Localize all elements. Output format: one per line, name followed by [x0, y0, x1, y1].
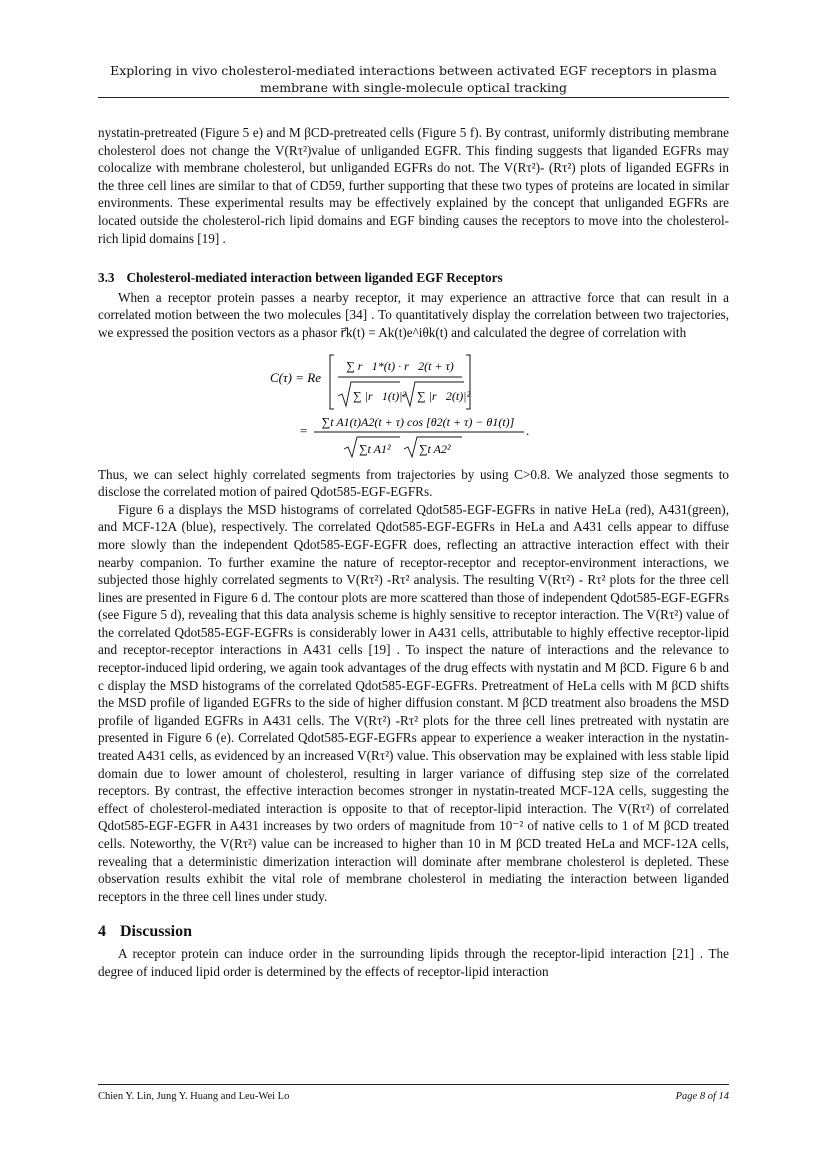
- equation-graphic: [98, 350, 729, 458]
- running-header-line-2: membrane with single-molecule optical tracking: [259, 80, 568, 95]
- equation-equals: =: [300, 422, 308, 438]
- section-title: Discussion: [120, 923, 193, 941]
- paragraph-correlation-intro: When a receptor protein passes a nearby receptor, it may experience an attractive force that can result in a correlated motion between the two molecules [34] . To quantitatively display the correlation between two trajectories, we expressed the position vectors as a phasor r⃗k(t) = Ak(t)e^iθk(t) and calculated the degree of correlation with: [98, 289, 729, 340]
- running-header: [98, 62, 729, 96]
- equation-numerator-1: ∑ r⃗1*(t) · r⃗2(t + τ): [346, 358, 454, 373]
- section-heading-3-3: [98, 269, 729, 287]
- equation-denominator-1a: ∑ |r⃗1(t)|²: [353, 388, 407, 403]
- section-number: 3.3: [98, 270, 115, 286]
- left-bracket: [330, 355, 334, 409]
- paragraph-continuation: nystatin-pretreated (Figure 5 e) and M βCD-pretreated cells (Figure 5 f). By contrast, uniformly distributing membrane cholesterol does not change the V(Rτ²)value of unliganded EGFR. This finding suggests that liganded EGFRs may colocalize with membrane cholesterol, but unliganded EGFRs do not. The V(Rτ²)- (Rτ²) plots of liganded EGFRs in the three cell lines are similar to that of CD59, further supporting that these two types of proteins are located in similar environments. These experimental results may be effectively explained by the concept that unliganded EGFRs are located outside the cholesterol-rich lipid domains and EGF binding causes the receptors to move into the cholesterol-rich lipid domains [19] .: [98, 125, 729, 246]
- equation-period: .: [526, 422, 530, 438]
- paragraph-threshold: Thus, we can select highly correlated segments from trajectories by using C>0.8. We analyzed those segments to disclose the correlated motion of paired Qdot585-EGF-EGFRs.: [98, 466, 729, 500]
- equation-denominator-2a: ∑t A1²: [359, 441, 391, 456]
- running-header-line-1: Exploring in vivo cholesterol-mediated interactions between activated EGF receptors in plasma: [110, 63, 717, 78]
- equation-denominator-2b: ∑t A2²: [419, 441, 451, 456]
- paragraph-figure-6: Figure 6 a displays the MSD histograms of correlated Qdot585-EGF-EGFRs in native HeLa (red), A431(green), and MCF-12A (blue), respectively. The correlated Qdot585-EGF-EGFRs in HeLa and A431 cells appear to diffuse more slowly than the independent Qdot585-EGF-EGFR does, reflecting an attractive interaction effect with their nearby companion. To further examine the nature of receptor-receptor and receptor-environment interactions, we subjected those highly correlated segments to V(Rτ²) -Rτ² analysis. The resulting V(Rτ²) - Rτ² plots for the three cell lines are presented in Figure 6 d. The contour plots are more scattered than those of independent Qdot585-EGF-EGFRs (see Figure 5 d), revealing that this data analysis scheme is highly sensitive to receptor interaction. The V(Rτ²) value of the correlated Qdot585-EGF-EGFRs is considerably lower in A431 cells, attributable to highly effective receptor-lipid and receptor-receptor interactions in A431 cells [19] . To inspect the nature of interactions and the relevance to receptor-induced lipid ordering, we again took advantages of the drug effects with nystatin and M βCD. Figure 6 b and c display the MSD histograms of the correlated Qdot585-EGF-EGFRs. Pretreatment of HeLa cells with M βCD shifts the MSD profile of liganded EGFRs to the side of higher diffusion constant. M βCD treatment also broadens the MSD profile of liganded EGFRs in A431 cells. The V(Rτ²) -Rτ² plots for the three cell lines pretreated with nystatin are presented in Figure 6 (e). Correlated Qdot585-EGF-EGFRs appear to experience a weaker interaction in the nystatin-treated A431 cells, as evidenced by an increased V(Rτ²) value. This observation may be explained with less stable lipid domain due to lower amount of cholesterol, resulting in larger variance of diffusing step size of the correlated receptors. By contrast, the effective interaction becomes stronger in nystatin-treated MCF-12A cells, suggesting the effect of cholesterol-mediated interaction is opposite to that of receptor-lipid interaction. The V(Rτ²) of correlated Qdot585-EGF-EGFR in A431 increases by two orders of magnitude from 10⁻² of native cells to 1 of M βCD treated cells. Noteworthy, the V(Rτ²) value can be increased to higher than 10 in M βCD treated HeLa and MCF-12A cells, revealing that a deterministic dimerization interaction will dominate after membrane cholesterol is depleted. These observation results exhibit the vital role of membrane cholesterol in mediating the interaction between liganded receptors in the three cell lines under study.: [98, 501, 729, 904]
- footer-divider: [98, 1084, 729, 1085]
- equation-lhs: C(τ) = Re: [270, 369, 321, 385]
- page-number: Page 8 of 14: [675, 1091, 729, 1102]
- equation-numerator-2: ∑t A1(t)A2(t + τ) cos [θ2(t + τ) − θ1(t)]: [321, 414, 515, 429]
- page-body: [98, 124, 729, 980]
- section-title: Cholesterol-mediated interaction between liganded EGF Receptors: [126, 270, 503, 286]
- section-number: 4: [98, 923, 106, 941]
- section-heading-4: [98, 923, 729, 941]
- paragraph-discussion: A receptor protein can induce order in the surrounding lipids through the receptor-lipid interaction [21] . The degree of induced lipid order is determined by the effects of receptor-lipid interaction: [98, 945, 729, 979]
- equation-denominator-1b: ∑ |r⃗2(t)|²: [417, 388, 471, 403]
- correlation-equation: [98, 350, 729, 458]
- header-divider: [98, 97, 729, 98]
- footer-authors: Chien Y. Lin, Jung Y. Huang and Leu-Wei Lo: [98, 1091, 290, 1102]
